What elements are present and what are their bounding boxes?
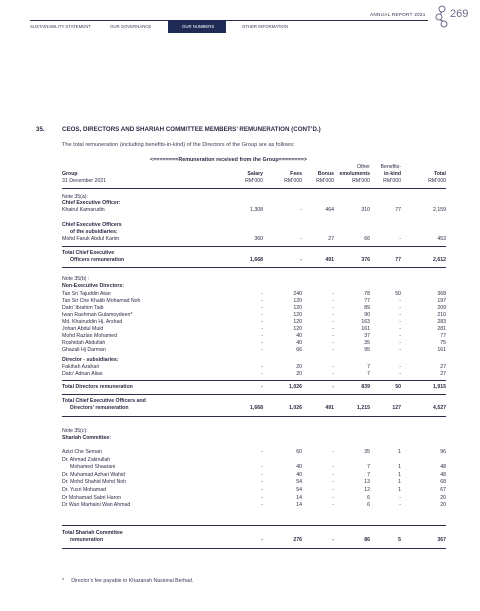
section-number: 35. [36,126,45,133]
footnote-mark: * [62,578,65,584]
cell-emoluments: 77 [364,298,370,304]
table-row [62,502,446,509]
cell-bonus: - [332,537,334,543]
cell-bonus: - [332,371,334,377]
cell-total: 20 [440,502,446,509]
cell-in-kind: - [399,371,401,377]
cell-emoluments: 7 [367,371,370,377]
cell-salary: - [261,347,263,353]
total-shariah-row [62,537,446,544]
section-title: CEOS, DIRECTORS AND SHARIAH COMMITTEE MEMBERS’ REMUNERATION (CONT’D.) [62,126,321,133]
cell-total: 96 [440,449,446,455]
cell-salary: - [261,537,263,543]
cell-in-kind: - [399,340,401,346]
note-b-text: Note 35(b) : [62,276,90,282]
table-header-row-2 [62,171,446,178]
cell-fees: 40 [296,464,302,471]
cell-total: 77 [440,333,446,339]
unit-fees: RM’000 [284,178,302,184]
cell-salary: - [261,487,263,493]
cell-salary: 1,308 [250,207,263,213]
table-row [62,495,446,502]
row-name: Dr Wan Marhaini Wan Ahmad [62,502,131,509]
unit-bonus: RM’000 [316,178,334,184]
cell-emoluments: 1,215 [357,405,370,411]
total-directors-text: Total Directors remuneration [62,384,133,390]
cell-fees: 40 [296,340,302,346]
total-directors-row [62,384,446,391]
row-name: Azizi Che Seman [62,449,102,455]
cell-total: 209 [437,305,446,311]
header-fees: Fees [290,171,302,177]
cell-in-kind: - [399,319,401,325]
row-name: Dr. Ahmad Zakirullah [62,456,111,463]
director-subsidiaries-heading [62,357,446,364]
cell-in-kind: - [399,347,401,353]
cell-in-kind: - [399,326,401,332]
header-other: Other [357,164,370,170]
cell-emoluments: 95 [364,347,370,353]
cell-total: 67 [440,487,446,493]
table-row [62,298,446,305]
cell-fees: 20 [296,364,302,370]
cell-in-kind: - [399,333,401,339]
cell-in-kind: 77 [395,257,401,263]
cell-emoluments: 37 [364,333,370,339]
cell-emoluments: 89 [364,305,370,311]
cell-fees: 60 [296,449,302,455]
nav-governance[interactable]: OUR GOVERNANCE [110,24,152,29]
cell-fees: 54 [296,487,302,493]
cell-total: 367 [437,537,446,543]
table-row [62,472,446,479]
cell-bonus: - [332,464,334,471]
remuneration-banner: <========Remuneration received from the Group========> [150,157,308,163]
cell-in-kind: - [399,236,401,242]
divider [62,380,446,381]
row-name: Dato’ Adnan Alias [62,371,103,377]
top-nav [30,20,288,33]
cell-bonus: - [332,333,334,339]
cell-fees: 276 [293,537,302,543]
cell-fees: 14 [296,494,302,501]
row-name: Tan Sri Che Khalib Mohamad Noh [62,298,141,304]
row-name: Khairul Kamarudin [62,207,105,213]
cell-salary: 1,668 [250,257,263,263]
ned-heading-text: Non-Executive Directors: [62,283,124,289]
cell-salary: - [261,464,263,471]
group-label: Group [62,171,78,177]
cell-emoluments: 6 [367,502,370,509]
unit-emoluments: RM’000 [352,178,370,184]
cell-total: 2,159 [433,207,446,213]
total-shariah-text-2: remuneration [70,537,104,543]
cell-in-kind: 5 [398,537,401,543]
annual-report-label: ANNUAL REPORT 2021 [370,12,426,17]
table-row [62,319,446,326]
cell-bonus: - [332,298,334,304]
grand-total-text-2: Directors’ remuneration [70,405,129,411]
note-c-text: Note 35(c): [62,428,88,434]
brand-logo-icon [434,4,450,32]
table-header-row-1 [62,164,446,171]
subsidiary-ceo-heading-text: Chief Executive Officers [62,222,122,228]
cell-emoluments: 35 [364,449,370,455]
cell-salary: - [261,298,263,304]
cell-emoluments: 86 [364,537,370,543]
divider [62,416,446,417]
cell-salary: - [261,326,263,332]
cell-total: 161 [437,347,446,353]
cell-fees: 120 [293,312,302,318]
cell-bonus: - [332,319,334,325]
cell-salary: 360 [254,236,263,242]
cell-bonus: 491 [325,257,334,263]
cell-total: 281 [437,326,446,332]
cell-in-kind: 77 [395,207,401,213]
cell-total: 4,527 [433,405,446,411]
cell-salary: 1,668 [250,405,263,411]
unit-total: RM’000 [428,178,446,184]
cell-fees: 120 [293,305,302,311]
cell-bonus: - [332,471,334,478]
row-name: Md. Khairuddin Hj. Arshad [62,319,123,325]
header-benefits: Benefits- [380,164,401,170]
table-row [62,305,446,312]
cell-fees: - [300,207,302,213]
cell-fees: 120 [293,298,302,304]
cell-emoluments: 7 [367,364,370,370]
row-name: Mohd Faruk Abdul Karim [62,236,120,242]
grand-total-text: Total Chief Executive Officers and [62,398,146,404]
cell-total: 2,612 [433,257,446,263]
ceo-heading-text: Chief Executive Officer: [62,200,121,206]
table-row [62,347,446,354]
cell-total: 27 [440,371,446,377]
table-row [62,371,446,378]
cell-bonus: - [332,312,334,318]
section-intro: The total remuneration (including benefits-in-kind) of the Directors of the Group are as follows: [62,142,295,148]
cell-emoluments: 7 [367,464,370,471]
unit-in-kind: RM’000 [383,178,401,184]
subsidiary-ceo-heading [62,222,446,229]
cell-in-kind: - [399,305,401,311]
cell-in-kind: - [399,364,401,370]
cell-salary: - [261,449,263,455]
cell-fees: 66 [296,347,302,353]
unit-salary: RM’000 [245,178,263,184]
row-name: Dr. Yusri Mohamad [62,487,107,493]
cell-salary: - [261,494,263,501]
page-number: 269 [450,8,469,20]
cell-salary: - [261,312,263,318]
cell-salary: - [261,364,263,370]
cell-emoluments: 161 [361,326,370,332]
cell-bonus: - [332,487,334,493]
cell-bonus: - [332,326,334,332]
year-label: 31 December 2021 [62,178,107,184]
cell-total: 210 [437,312,446,318]
table-row [62,333,446,340]
cell-bonus: - [332,291,334,297]
cell-total: 453 [437,236,446,242]
row-name: Dato’ Ibrahim Taib [62,305,104,311]
nav-other-information[interactable]: OTHER INFORMATION [242,24,288,29]
cell-total: 75 [440,340,446,346]
cell-emoluments: 90 [364,312,370,318]
cell-salary: - [261,479,263,486]
table-row [62,449,446,456]
cell-salary: - [261,319,263,325]
table-row [62,291,446,298]
cell-fees: 1,026 [289,405,302,411]
row-name: Tan Sri Tajuddin Atan [62,291,111,297]
cell-fees: 1,026 [289,384,302,390]
cell-in-kind: 1 [398,471,401,478]
divider [62,548,446,549]
grand-total-label [62,398,446,405]
ceo-heading [62,200,446,207]
row-name: Dr. Muhamad Azhari Wahid [62,471,125,478]
total-ceo-label [62,250,446,257]
total-ceo-text-2: Officers remuneration [70,257,125,263]
cell-in-kind: 127 [392,405,401,411]
note-a-text: Note 35(a): [62,194,88,200]
cell-emoluments: 7 [367,471,370,478]
header-total: Total [433,171,446,177]
cell-emoluments: 13 [364,479,370,486]
cell-total: 1,915 [433,384,446,390]
cell-bonus: - [332,449,334,455]
table-row [62,479,446,486]
cell-salary: - [261,471,263,478]
divider [62,525,446,526]
cell-fees: 14 [296,502,302,509]
cell-bonus: - [332,305,334,311]
shariah-heading [62,435,446,442]
table-row [62,207,446,214]
subsidiary-ceo-heading-2 [62,229,446,236]
cell-bonus: - [332,347,334,353]
cell-fees: 20 [296,371,302,377]
cell-fees: 40 [296,333,302,339]
cell-bonus: 464 [325,207,334,213]
cell-fees: 54 [296,479,302,486]
total-shariah-label [62,530,446,537]
shariah-heading-text: Shariah Committee: [62,435,112,441]
nav-our-numbers[interactable]: OUR NUMBERS [168,20,226,33]
cell-bonus: - [332,364,334,370]
cell-in-kind: - [399,494,401,501]
table-row [62,487,446,494]
footnote [62,578,193,584]
cell-emoluments: 310 [361,207,370,213]
table-header-row-3 [62,178,446,185]
cell-salary: - [261,305,263,311]
cell-bonus: 27 [328,236,334,242]
header-salary: Salary [247,171,263,177]
cell-salary: - [261,333,263,339]
subsidiary-ceo-heading-text-2: of the subsidiaries: [70,229,118,235]
cell-total: 68 [440,479,446,486]
cell-total: 368 [437,291,446,297]
cell-bonus: 491 [325,405,334,411]
row-name: Roshidah Abdullah [62,340,106,346]
director-subsidiaries-text: Director - subsidiaries: [62,357,119,363]
row-name: Mohamed Shaarani [70,464,116,471]
cell-total: 197 [437,298,446,304]
cell-fees: 120 [293,319,302,325]
cell-total: 20 [440,494,446,501]
divider [62,246,446,247]
cell-fees: 40 [296,471,302,478]
table-row [62,464,446,471]
cell-bonus: - [332,502,334,509]
cell-bonus: - [332,340,334,346]
row-name: Ghazali Hj Darman [62,347,106,353]
cell-emoluments: 35 [364,340,370,346]
cell-fees: 240 [293,291,302,297]
grand-total-row [62,405,446,412]
table-row [62,312,446,319]
header-in-kind: in-kind [383,171,401,177]
cell-salary: - [261,371,263,377]
cell-in-kind: - [399,502,401,509]
cell-in-kind: 50 [395,291,401,297]
cell-salary: - [261,340,263,346]
page-header [0,0,480,36]
table-row [62,236,446,243]
cell-in-kind: - [399,298,401,304]
cell-fees: - [300,257,302,263]
table-row [62,340,446,347]
cell-in-kind: 1 [398,464,401,471]
cell-in-kind: 1 [398,479,401,486]
table-row [62,457,446,464]
cell-salary: - [261,291,263,297]
cell-in-kind: - [399,312,401,318]
row-name: Iwan Rashman Gulamoydeen* [62,312,133,318]
table-row [62,326,446,333]
total-ceo-text: Total Chief Executive [62,250,115,256]
nav-sustainability[interactable]: SUSTAINABILITY STATEMENT [30,24,91,29]
header-rule [62,188,446,189]
cell-in-kind: 50 [395,384,401,390]
ned-heading [62,283,446,290]
cell-in-kind: 1 [398,487,401,493]
cell-emoluments: 66 [364,236,370,242]
header-bonus: Bonus [317,171,334,177]
row-name: Fakihah Azahari [62,364,100,370]
header-emoluments: emoluments [339,171,370,177]
cell-salary: - [261,502,263,509]
cell-emoluments: 376 [361,257,370,263]
cell-emoluments: 839 [361,384,370,390]
cell-total: 48 [440,464,446,471]
table-row [62,364,446,371]
cell-emoluments: 78 [364,291,370,297]
divider [62,267,446,268]
cell-emoluments: 12 [364,487,370,493]
cell-total: 27 [440,364,446,370]
cell-fees: 120 [293,326,302,332]
cell-fees: - [300,236,302,242]
divider [62,394,446,395]
row-name: Dr. Mohd Shahid Mohd Noh [62,479,127,486]
cell-bonus: - [332,384,334,390]
cell-emoluments: 163 [361,319,370,325]
cell-total: 48 [440,471,446,478]
row-name: Mohd Razlan Mohamed [62,333,118,339]
cell-in-kind: 1 [398,449,401,455]
cell-bonus: - [332,479,334,486]
cell-salary: - [261,384,263,390]
total-ceo-row [62,257,446,264]
cell-total: 283 [437,319,446,325]
cell-emoluments: 6 [367,494,370,501]
row-name: Dr Mohamad Sabri Haron [62,494,122,501]
total-shariah-text: Total Shariah Committee [62,530,123,536]
row-name: Johari Abdul Muid [62,326,104,332]
footnote-text: Director’s fee payable to Khazanah Nasional Berhad. [71,578,194,584]
note-c-label [62,428,446,435]
note-b-label [62,276,446,283]
cell-bonus: - [332,494,334,501]
